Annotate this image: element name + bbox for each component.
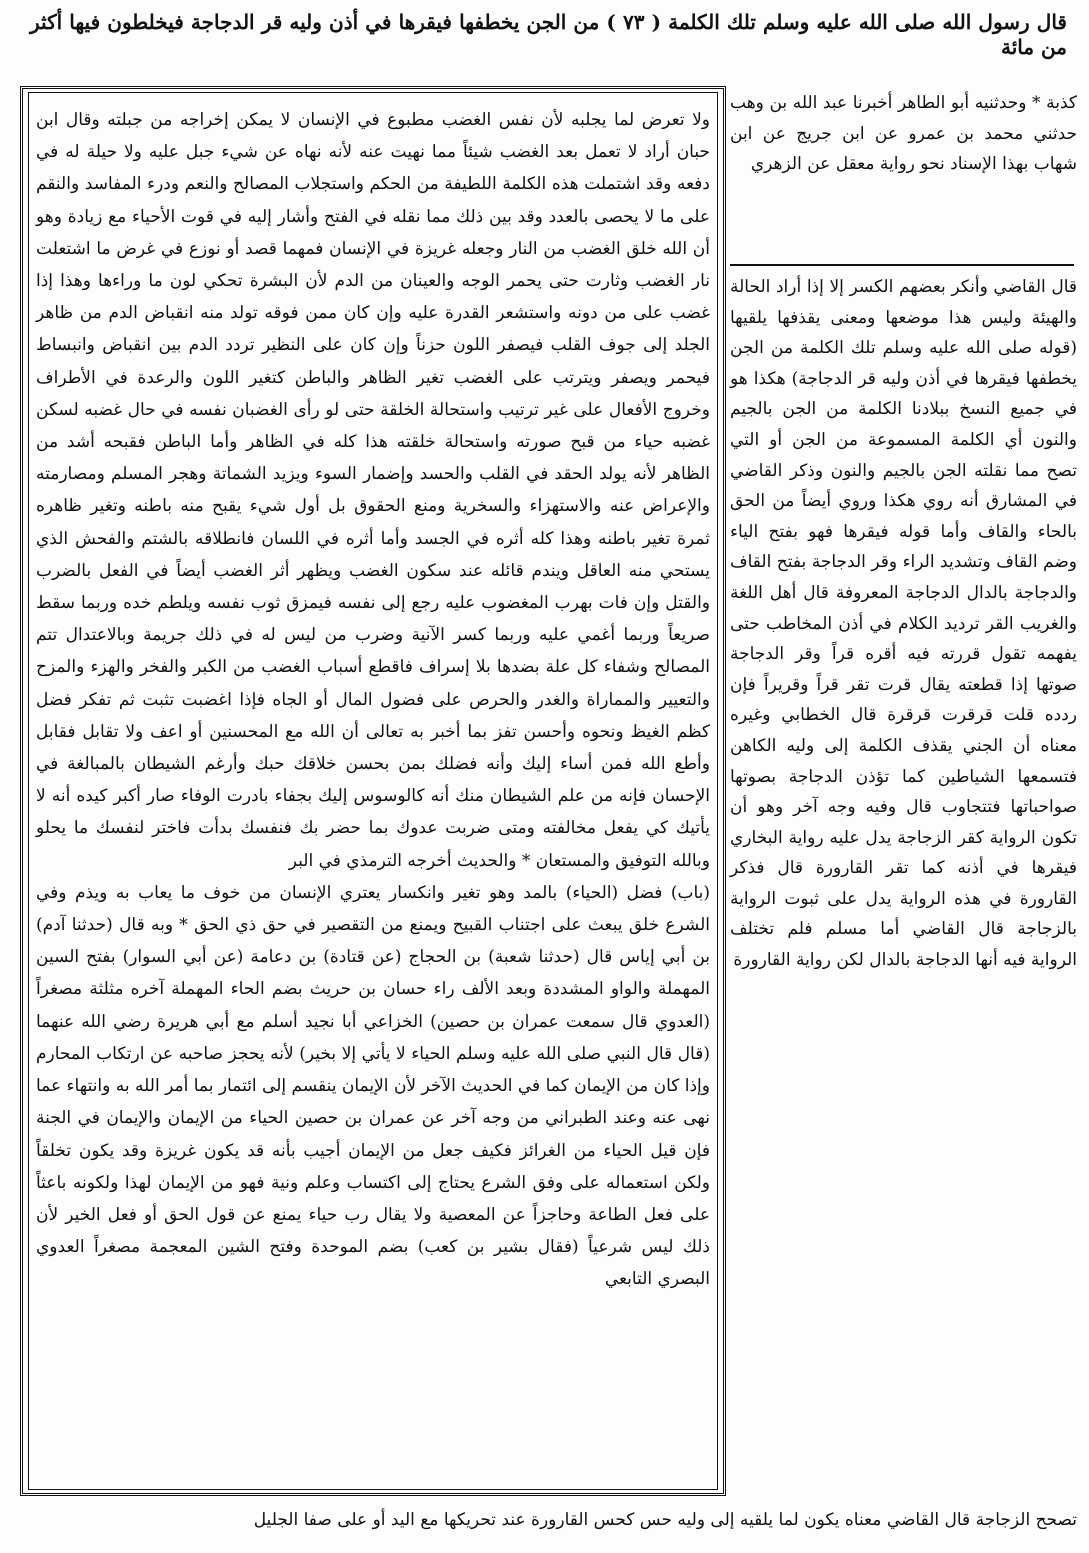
margin-top-paragraph: كذبة * وحدثنيه أبو الطاهر أخبرنا عبد الله بن وهب حدثني محمد بن عمرو عن ابن جريج عن ابن شهاب بهذا الإسناد نحو رواية معقل عن الزهري [730, 93, 1077, 175]
header-text: قال رسول الله صلى الله عليه وسلم تلك الكلمة ( ٧٣ ) من الجن يخطفها فيقرها في أذن وليه قر الدجاجة فيخلطون فيها أكثر من مائة [30, 10, 1067, 59]
page-header [30, 10, 1067, 60]
main-text-block [36, 104, 710, 1296]
main-paragraph-1: ولا تعرض لما يجلبه لأن نفس الغضب مطبوع في الإنسان لا يمكن إخراجه من جبلته وقال ابن حبان أراد لا تعمل بعد الغضب شيئاً مما نهيت عنه لأنه نهاه عن شيء جبل عليه ولا حيلة له في دفعه وقد اشتملت هذه الكلمة اللطيفة من الحكم واستجلاب المصالح والنعم ودرء المفاسد والنقم على ما لا يحصى بالعدد وقد بين ذلك مما نقله في الفتح وأشار إليه في قوت الأحياء مع زيادة وهو أن الله خلق الغضب من النار وجعله غريزة في الإنسان فمهما قصد أو نوزع في غرض ما اشتعلت نار الغضب وثارت حتى يحمر الوجه والعينان من الدم لأن البشرة تحكي لون ما وراءها وهذا إذا غضب على من دونه واستشعر القدرة عليه وإن كان ممن فوقه تولد منه انقباض الدم من ظاهر الجلد إلى جوف القلب فيصفر اللون حزناً وإن كان على النظير تردد الدم بين انقباض وانبساط فيحمر ويصفر ويترتب على الغضب تغير الظاهر والباطن كتغير اللون والرعدة في الأطراف وخروج الأفعال على غير ترتيب واستحالة الخلقة حتى لو رأى الغضبان نفسه في حال غضبه لسكن غضبه حياء من قبح صورته واستحالة خلقته هذا كله في الظاهر وأما الباطن فقبحه أشد من الظاهر لأنه يولد الحقد في القلب والحسد وإضمار السوء ويزيد الشماتة وهجر المسلم ومصارمته والإعراض عنه والاستهزاء والسخرية ومنع الحقوق بل أول شيء يقبح منه باطنه وتغير ظاهره ثمرة تغير باطنه وهذا كله أثره في الجسد وأما أثره في اللسان فانطلاقه بالشتم والفحش الذي يستحي منه العاقل ويندم قائله عند سكون الغضب ويظهر أثر الغضب أيضاً في الفعل بالضرب والقتل وإن فات بهرب المغضوب عليه رجع إلى نفسه فيمزق ثوب نفسه ويلطم خده وربما سقط صريعاً وربما أغمي عليه وربما كسر الآنية وضرب من ليس له في ذلك جريمة وبالاعتدال تتم المصالح وشفاء كل علة بضدها بلا إسراف فاقطع أسباب الغضب من الكبر والفخر والهزء والمزح والتعيير والمماراة والغدر والحرص على فضول المال أو الجاه فإذا اغضبت تثبت ثم تفكر فضل كظم الغيظ ونحوه وأحسن تفز بما أخبر به تعالى أن الله مع المحسنين أو اعف ولا تقابل فقابل وأطع الله فمن أساء إليك وأنه فضلك بمن بحسن خلاقك حبك وأرغم الشيطان بالمبالغة في الإحسان فإنه من علم الشيطان منك أنه كالوسوس إليك بجفاء بادرت الوفاء صار أكبر كيده أنه لا يأتيك كي يفعل مخالفته ومتى ضربت عدوك بما حضر بك فنفسك بدأت فاختر لنفسك ما يحلو وبالله التوفيق والمستعان * والحديث أخرجه الترمذي في البر [36, 110, 710, 871]
margin-text-top [730, 88, 1077, 180]
main-paragraph-2: (باب) فضل (الحياء) بالمد وهو تغير وانكسار يعتري الإنسان من خوف ما يعاب به ويذم وفي الشرع خلق يبعث على اجتناب القبيح ويمنع من التقصير في حق ذي الحق * وبه قال (حدثنا آدم) بن أبي إياس قال (حدثنا شعبة) بن الحجاج (عن قتادة) بن دعامة (عن أبي السوار) بفتح السين المهملة والواو المشددة وبعد الألف راء حسان بن حريث بضم الحاء المهملة آخره مثلثة مصغراً (العدوي قال سمعت عمران بن حصين) الخزاعي أبا نجيد أسلم مع أبي هريرة رضي الله عنهما (قال قال النبي صلى الله عليه وسلم الحياء لا يأتي إلا بخير) لأنه يحجز صاحبه عن ارتكاب المحارم وإذا كان من الإيمان كما في الحديث الآخر لأن الإيمان ينقسم إلى ائتمار بما أمر الله به وانتهاء عما نهى عنه وعند الطبراني من وجه آخر عن عمران بن حصين الحياء من الإيمان والإيمان في الجنة فإن قيل الحياء من الغرائز فكيف جعل من الإيمان أجيب بأنه قد يكون غريزة وقد يكون تخلقاً ولكن استعماله على وفق الشرع يحتاج إلى اكتساب وعلم ونية فهو من الإيمان لهذا ولكونه باعثاً على فعل الطاعة وحاجزاً عن المعصية ولا يقال رب حياء يمنع عن قول الحق أو فعل الخير لأن ذلك ليس شرعياً (فقال بشير بن كعب) بضم الموحدة وفتح الشين المعجمة مصغراً العدوي البصري التابعي [36, 882, 710, 1290]
margin-divider [730, 264, 1074, 266]
page-footer [60, 1506, 1077, 1534]
margin-bottom-paragraph: قال القاضي وأنكر بعضهم الكسر إلا إذا أراد الحالة والهيئة وليس هذا موضعها ومعنى يقذفها يلقيها (قوله صلى الله عليه وسلم تلك الكلمة من الجن يخطفها فيقرها في أذن وليه قر الدجاجة) هكذا هو في جميع النسخ ببلادنا الكلمة من الجن بالجيم والنون أي الكلمة المسموعة من الجن أو التي تصح مما نقلته الجن بالجيم والنون وذكر القاضي في المشارق أنه روي هكذا وروي أيضاً من الحق بالحاء والقاف وأما قوله فيقرها فهو بفتح الياء وضم القاف وتشديد الراء وقر الدجاجة بفتح القاف والدجاجة بالدال الدجاجة المعروفة قال أهل اللغة والغريب القر ترديد الكلام في أذن المخاطب حتى يفهمه تقول قررته فيه أقره قراً وقر الدجاجة صوتها إذا قطعته يقال قرت تقر قراً وقريراً فإن ردده قلت قرقرت قرقرة قال الخطابي وغيره معناه أن الجني يقذف الكلمة إلى وليه الكاهن فتسمعها الشياطين كما تؤذن الدجاجة بصوتها صواحباتها فتتجاوب قال وفيه وجه آخر وهو أن تكون الرواية كقر الزجاجة يدل عليه رواية البخاري فيقرها في أذنه كما تقر القارورة قال فذكر القارورة في هذه الرواية يدل على ثبوت الرواية بالزجاجة قال القاضي أما مسلم فلم تختلف الرواية فيه أنها الدجاجة بالدال لكن رواية القارورة [730, 277, 1077, 971]
margin-text-bottom [730, 272, 1077, 976]
footer-text: تصحح الزجاجة قال القاضي معناه يكون لما يلقيه إلى وليه حس كحس القارورة عند تحريكها مع اليد أو على صفا الجليل [253, 1510, 1077, 1530]
